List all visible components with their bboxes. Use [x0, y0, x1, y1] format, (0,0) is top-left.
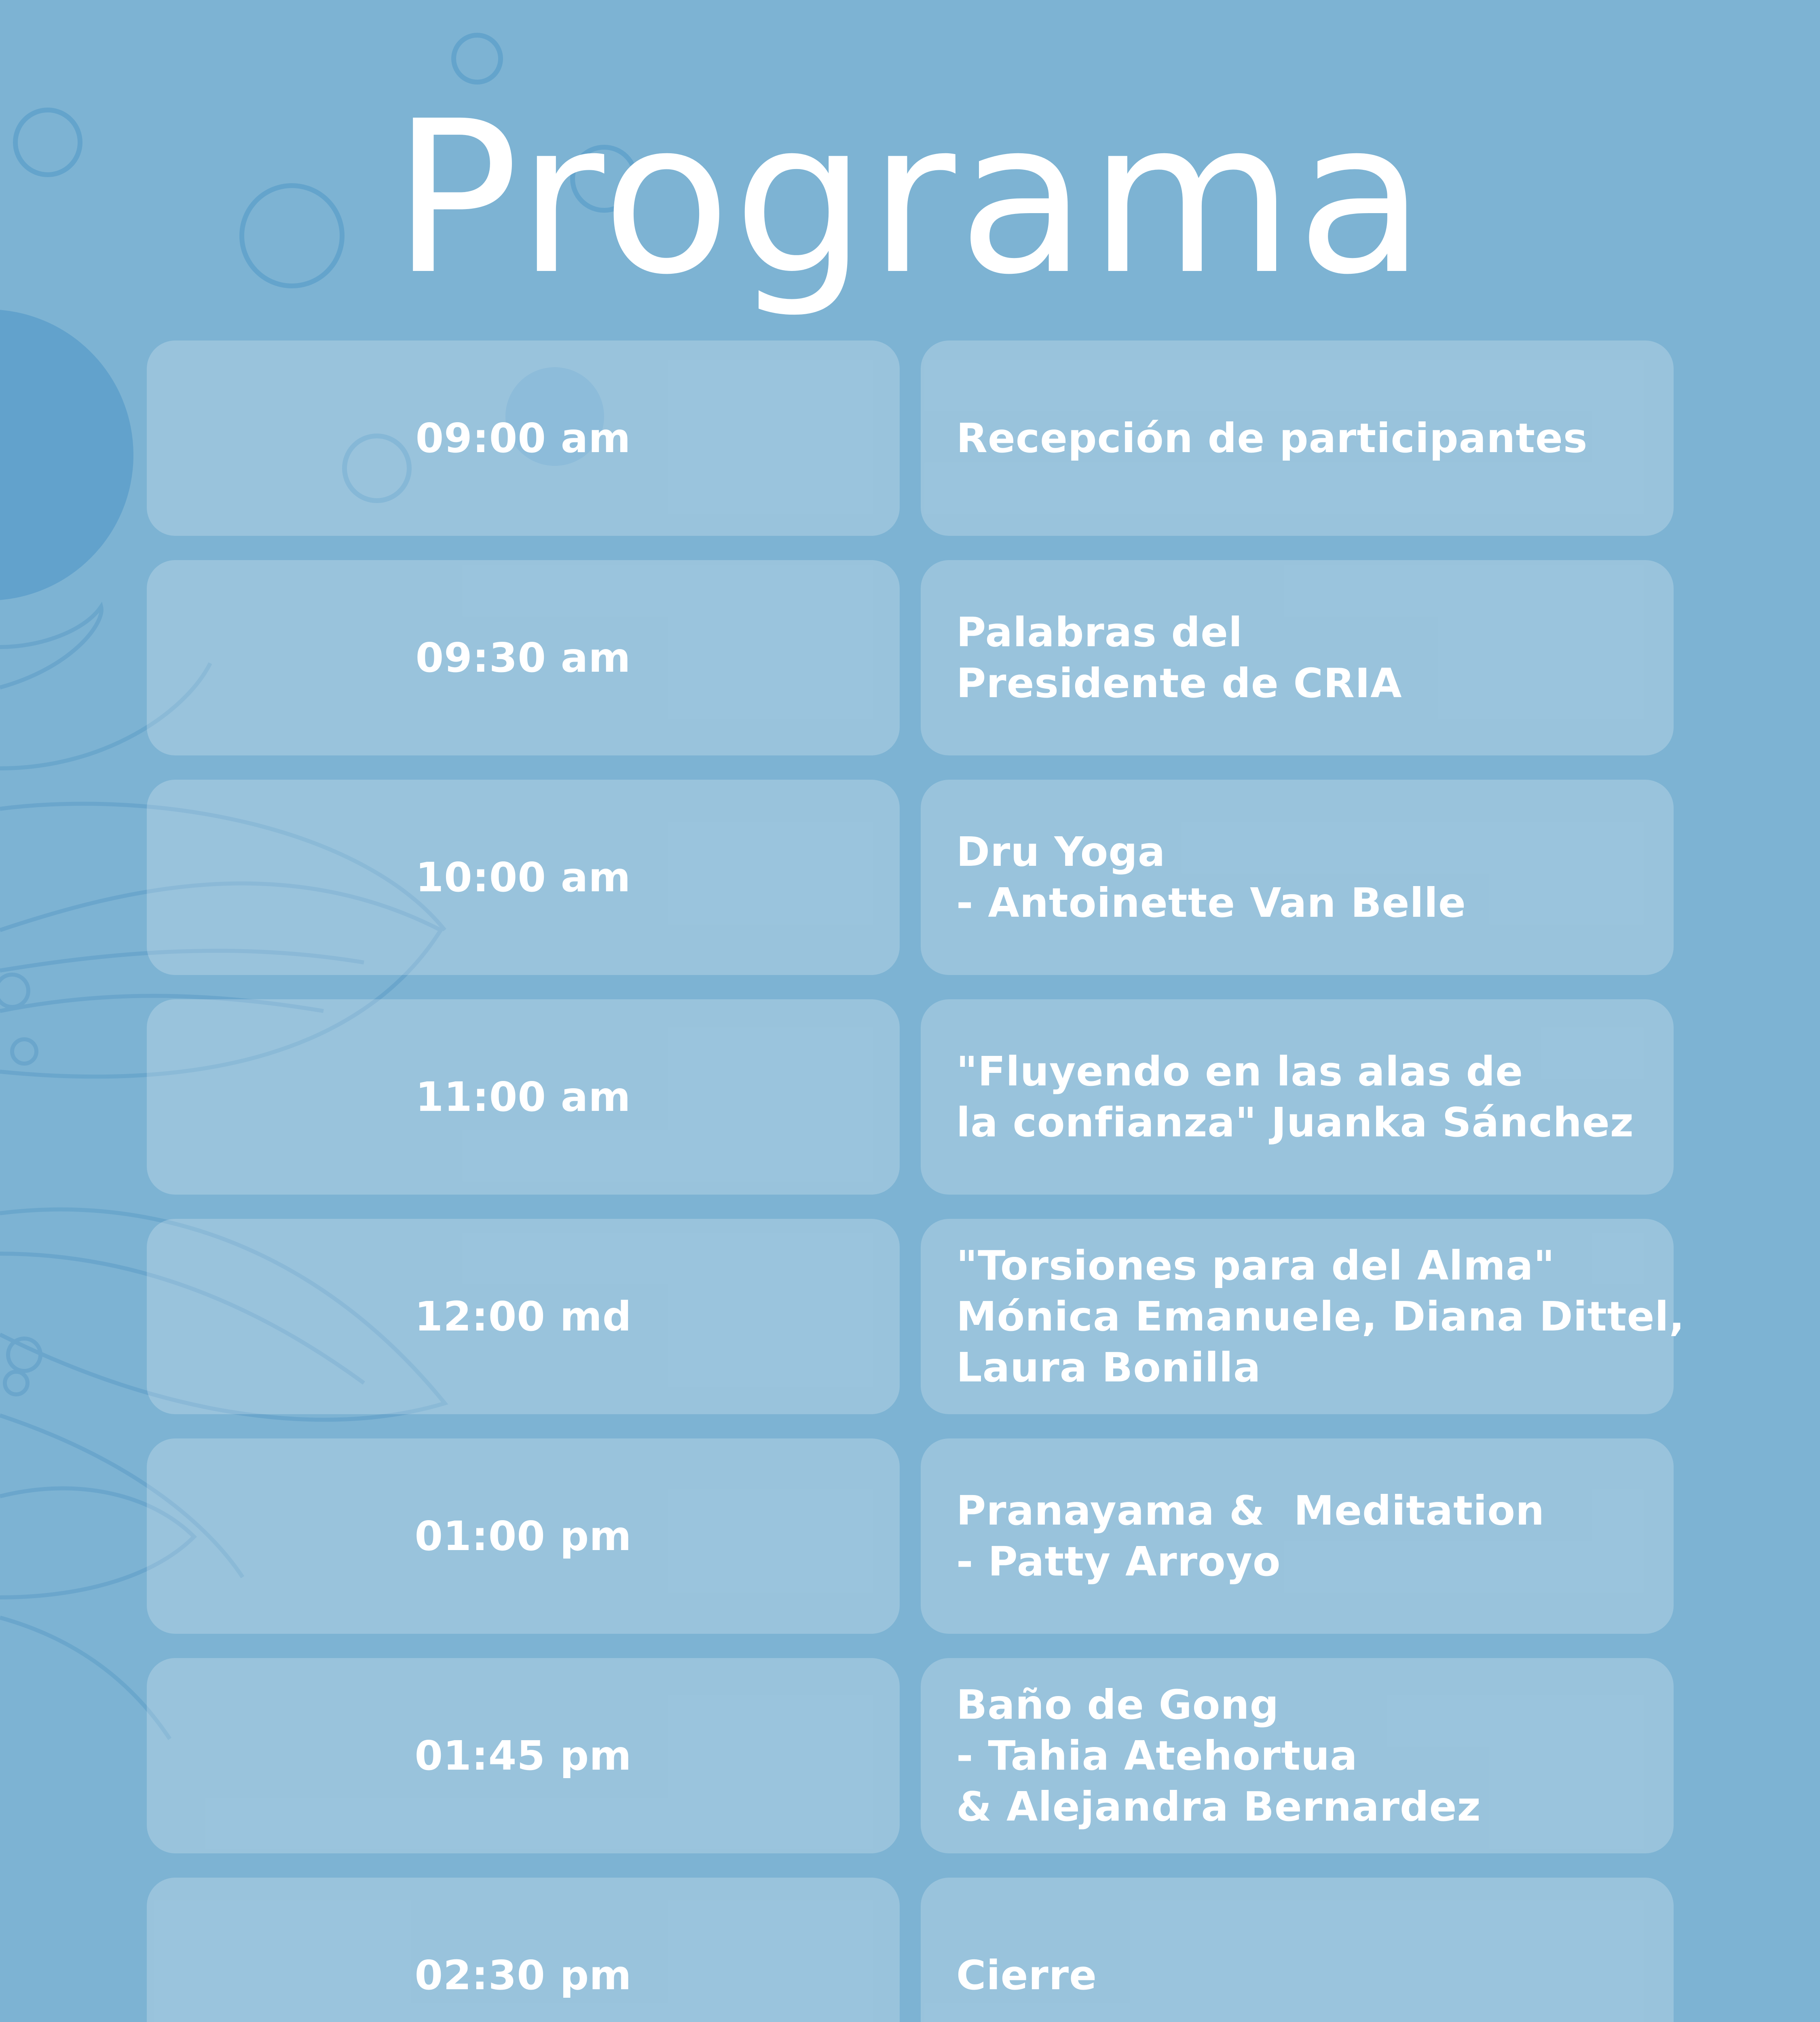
- activity-line: Recepción de participantes: [956, 414, 1588, 462]
- activity-text: [956, 1950, 1097, 2001]
- activity-line: Pranayama & Meditation: [956, 1487, 1545, 1534]
- activity-line: - Antoinette Van Belle: [956, 879, 1466, 926]
- activity-line: - Patty Arroyo: [956, 1538, 1281, 1585]
- time-label: 11:00 am: [415, 1073, 631, 1121]
- activity-line: la confianza" Juanka Sánchez: [956, 1098, 1634, 1146]
- schedule-row: [147, 1219, 1685, 1414]
- activity-cell: [921, 560, 1674, 755]
- activity-line: Laura Bonilla: [956, 1343, 1261, 1391]
- activity-line: - Tahia Atehortua: [956, 1732, 1358, 1779]
- activity-cell: [921, 780, 1674, 975]
- schedule-table: [147, 341, 1685, 2022]
- activity-text: [956, 827, 1466, 929]
- time-cell: [147, 780, 900, 975]
- schedule-row: [147, 780, 1674, 975]
- activity-line: Presidente de CRIA: [956, 659, 1402, 707]
- time-label: 02:30 pm: [414, 1952, 632, 1999]
- activity-text: [956, 1485, 1545, 1587]
- time-cell: [147, 1878, 900, 2022]
- time-cell: [147, 341, 900, 536]
- page-title: Programa: [392, 76, 1428, 321]
- activity-text: [956, 413, 1587, 464]
- schedule-row: [147, 1438, 1674, 1634]
- schedule-row: [147, 560, 1674, 755]
- time-label: 10:00 am: [415, 854, 631, 901]
- time-cell: [147, 1219, 900, 1414]
- activity-line: "Fluyendo en las alas de: [956, 1047, 1524, 1095]
- schedule-row: [147, 341, 1674, 536]
- activity-cell: [921, 341, 1674, 536]
- time-label: 01:45 pm: [414, 1732, 632, 1779]
- schedule-row: [147, 1658, 1674, 1853]
- activity-line: Cierre: [956, 1951, 1097, 1999]
- activity-line: Palabras del: [956, 608, 1243, 656]
- activity-text: [956, 607, 1402, 709]
- activity-cell: [921, 1658, 1674, 1853]
- schedule-row: [147, 1878, 1674, 2022]
- activity-line: Baño de Gong: [956, 1681, 1279, 1728]
- activity-line: "Torsiones para del Alma": [956, 1242, 1555, 1289]
- time-cell: [147, 1658, 900, 1853]
- time-cell: [147, 560, 900, 755]
- large-circle-decoration: [0, 309, 133, 601]
- activity-text: [956, 1679, 1481, 1832]
- time-label: 09:00 am: [415, 415, 631, 462]
- schedule-row: [147, 999, 1674, 1195]
- time-cell: [147, 999, 900, 1195]
- activity-cell: [921, 999, 1674, 1195]
- time-label: 12:00 md: [414, 1293, 632, 1340]
- activity-text: [956, 1046, 1634, 1148]
- activity-line: & Alejandra Bernardez: [956, 1783, 1481, 1830]
- activity-line: Dru Yoga: [956, 828, 1166, 876]
- time-cell: [147, 1438, 900, 1634]
- time-label: 09:30 am: [415, 634, 631, 681]
- activity-cell: [921, 1878, 1674, 2022]
- activity-line: Mónica Emanuele, Diana Dittel,: [956, 1292, 1685, 1340]
- activity-text: [956, 1240, 1685, 1393]
- time-label: 01:00 pm: [414, 1512, 632, 1560]
- activity-cell: [921, 1219, 1685, 1414]
- activity-cell: [921, 1438, 1674, 1634]
